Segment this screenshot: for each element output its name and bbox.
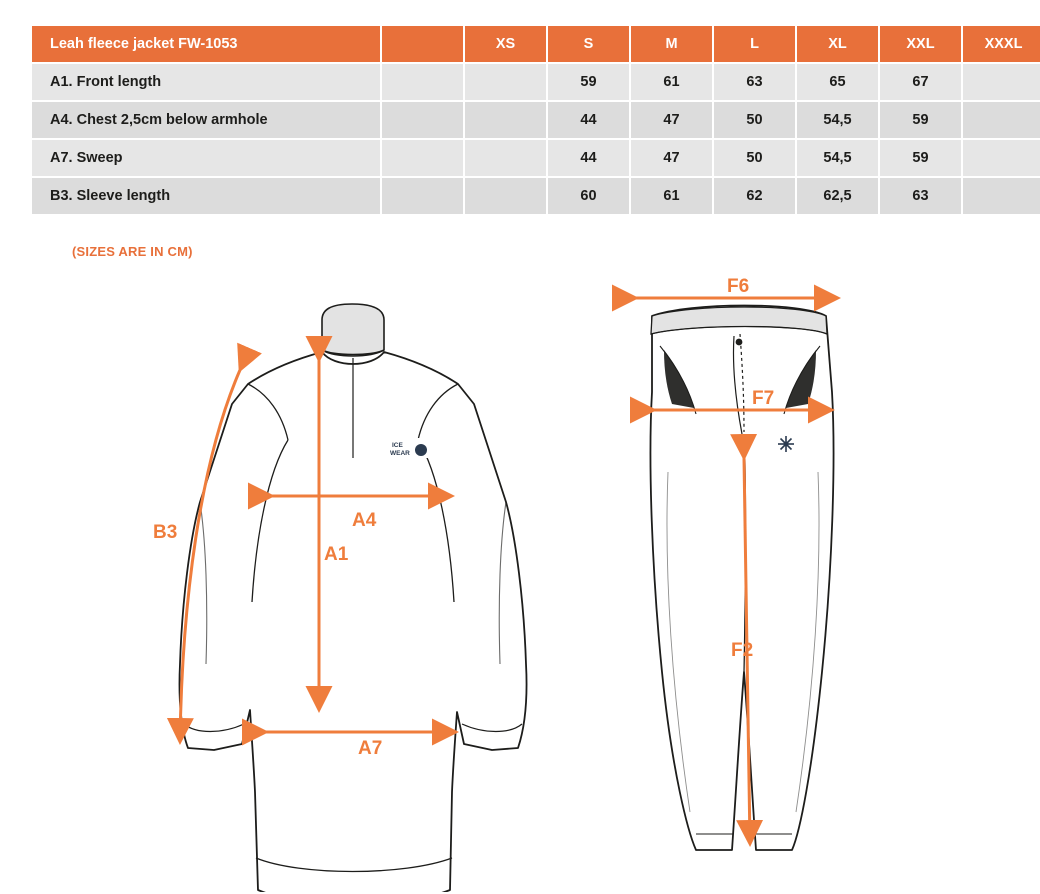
table-row [32,101,1040,139]
cell: 44 [547,139,630,177]
cell [962,63,1040,101]
cell [464,139,547,177]
dimension-label-b3: B3 [153,522,178,543]
table-row [32,139,1040,177]
cell: 60 [547,177,630,215]
measure-label: A4. Chest 2,5cm below armhole [32,101,381,139]
cell [962,177,1040,215]
pants-illustration [636,276,838,850]
illustration-area [0,272,1040,892]
table-row [32,63,1040,101]
cell: 47 [630,139,713,177]
cell: 50 [713,101,796,139]
cell [381,63,464,101]
cell [464,177,547,215]
measure-label: A7. Sweep [32,139,381,177]
brand-line-1: ICE [392,442,403,449]
measure-label: A1. Front length [32,63,381,101]
size-table [32,26,1040,216]
cell: 47 [630,101,713,139]
header-size-l: L [713,26,796,63]
table-row [32,177,1040,215]
cell: 62 [713,177,796,215]
dimension-label-a4: A4 [352,510,377,531]
cell [962,101,1040,139]
dimension-waist [636,276,838,298]
cell: 59 [879,139,962,177]
cell: 44 [547,101,630,139]
dimension-label-f6: F6 [727,276,750,297]
cell [381,139,464,177]
header-size-xxl: XXL [879,26,962,63]
cell: 50 [713,139,796,177]
size-table-body [32,63,1040,215]
cell [464,63,547,101]
dimension-label-a1: A1 [324,544,349,565]
header-size-m: M [630,26,713,63]
measure-label: B3. Sleeve length [32,177,381,215]
cell: 62,5 [796,177,879,215]
cell [464,101,547,139]
cell [962,139,1040,177]
brand-line-2: WEAR [390,450,410,457]
dimension-label-f2: F2 [731,640,754,661]
header-size-xs: XS [464,26,547,63]
cell: 59 [879,101,962,139]
header-blank [381,26,464,63]
header-size-xxxl: XXXL [962,26,1040,63]
cell: 59 [547,63,630,101]
cell: 54,5 [796,101,879,139]
jacket-illustration [153,304,527,892]
dimension-label-f7: F7 [752,388,775,409]
cell: 65 [796,63,879,101]
size-table-head [32,26,1040,63]
cell: 63 [713,63,796,101]
size-table-container [32,26,1023,216]
cell: 61 [630,63,713,101]
units-note: (SIZES ARE IN CM) [72,244,193,259]
cell [381,177,464,215]
cell [381,101,464,139]
product-title: Leah fleece jacket FW-1053 [32,26,381,63]
brand-logo [386,438,428,458]
table-header-row [32,26,1040,63]
header-size-xl: XL [796,26,879,63]
cell: 63 [879,177,962,215]
header-size-s: S [547,26,630,63]
dimension-label-a7: A7 [358,738,383,759]
cell: 54,5 [796,139,879,177]
cell: 67 [879,63,962,101]
cell: 61 [630,177,713,215]
